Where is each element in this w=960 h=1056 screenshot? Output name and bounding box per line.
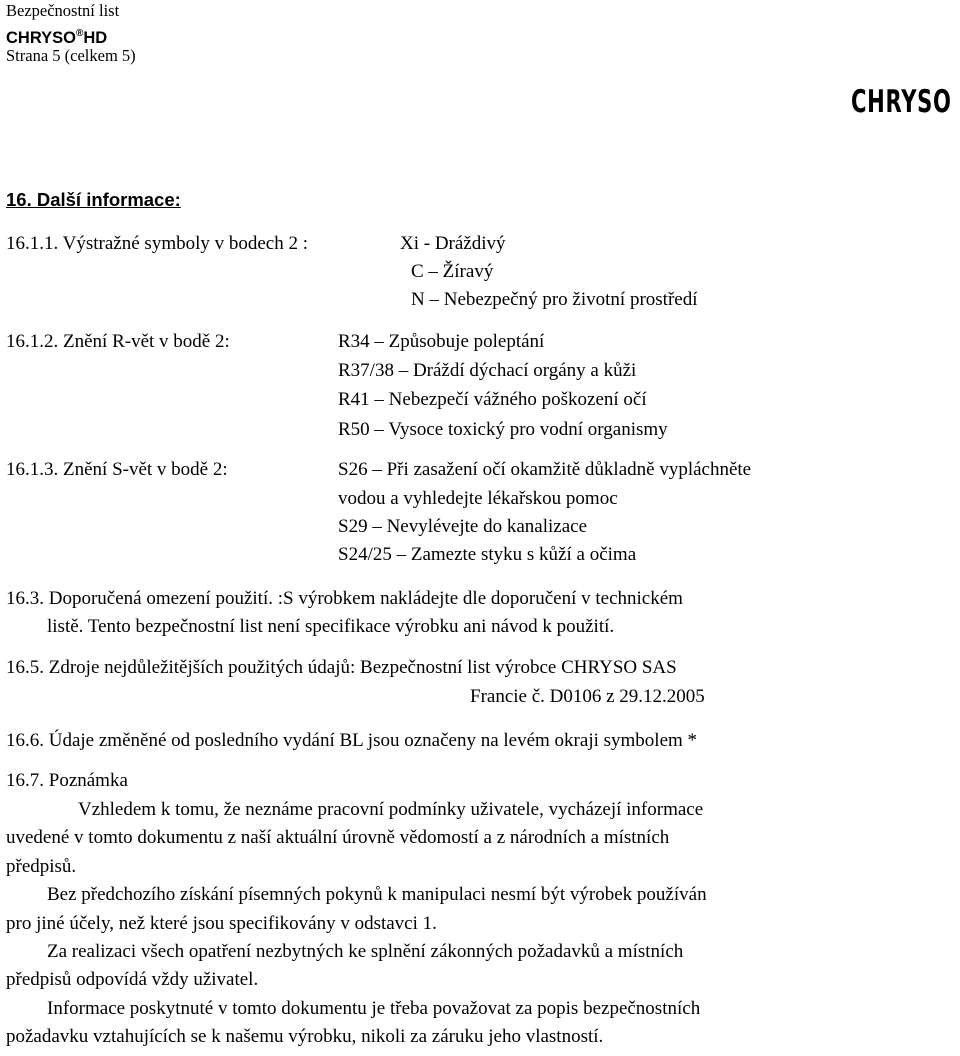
s-phrase: vodou a vyhledejte lékařskou pomoc (338, 488, 618, 509)
note-line: Vzhledem k tomu, že neznáme pracovní podmínky uživatele, vycházejí informace (78, 799, 704, 820)
section-16-3-cont: listě. Tento bezpečnostní list není specifikace výrobku ani návod k použití. (47, 616, 615, 637)
r-phrase: R41 – Nebezpečí vážného poškození očí (338, 389, 647, 410)
registered-mark: ® (75, 28, 84, 39)
document-type: Bezpečnostní list (6, 1, 120, 20)
note-line: Informace poskytnuté v tomto dokumentu je třeba považovat za popis bezpečnostních (47, 998, 701, 1019)
s-phrase: S24/25 – Zamezte styku s kůží a očima (338, 544, 637, 565)
note-line: předpisů. (6, 856, 77, 877)
section-title: 16. Další informace: (6, 189, 181, 210)
note-line: pro jiné účely, než které jsou specifikovány v odstavci 1. (6, 913, 437, 934)
hazard-symbol-xi: Xi - Dráždivý (400, 233, 506, 254)
section-16-1-1-label: 16.1.1. Výstražné symboly v bodech 2 : (6, 233, 309, 254)
section-16-1-3-label: 16.1.3. Znění S-vět v bodě 2: (6, 459, 228, 480)
note-line: uvedené v tomto dokumentu z naší aktuální úrovně vědomostí a z národních a místních (6, 827, 670, 848)
product-brand: CHRYSO (6, 29, 76, 47)
s-phrase: S26 – Při zasažení očí okamžitě důkladně vypláchněte (338, 459, 752, 480)
hazard-symbol-c: C – Žíravý (411, 261, 494, 282)
note-line: Bez předchozího získání písemných pokynů k manipulaci nesmí být výrobek používán (47, 884, 707, 905)
section-16-1-2-label: 16.1.2. Znění R-vět v bodě 2: (6, 331, 230, 352)
note-line: předpisů odpovídá vždy uživatel. (6, 969, 259, 990)
r-phrase: R50 – Vysoce toxický pro vodní organismy (338, 419, 668, 440)
section-16-3: 16.3. Doporučená omezení použití. :S výrobkem nakládejte dle doporučení v technickém (6, 588, 683, 609)
s-phrase: S29 – Nevylévejte do kanalizace (338, 516, 588, 537)
section-16-6: 16.6. Údaje změněné od posledního vydání BL jsou označeny na levém okraji symbolem * (6, 730, 698, 751)
section-16-5-cont: Francie č. D0106 z 29.12.2005 (470, 686, 705, 707)
product-suffix: HD (83, 29, 108, 47)
note-line: Za realizaci všech opatření nezbytných ke splnění zákonných požadavků a místních (47, 941, 684, 962)
r-phrase: R34 – Způsobuje poleptání (338, 331, 545, 352)
page-number: Strana 5 (celkem 5) (6, 46, 136, 65)
note-line: požadavku vztahujících se k našemu výrobku, nikoli za záruku jeho vlastností. (6, 1026, 604, 1047)
section-16-7-title: 16.7. Poznámka (6, 770, 128, 791)
r-phrase: R37/38 – Dráždí dýchací orgány a kůži (338, 360, 637, 381)
chryso-logo: CHRYSO (851, 84, 952, 120)
hazard-symbol-n: N – Nebezpečný pro životní prostředí (411, 289, 698, 310)
section-16-5: 16.5. Zdroje nejdůležitějších použitých údajů: Bezpečnostní list výrobce CHRYSO SAS (6, 657, 677, 678)
